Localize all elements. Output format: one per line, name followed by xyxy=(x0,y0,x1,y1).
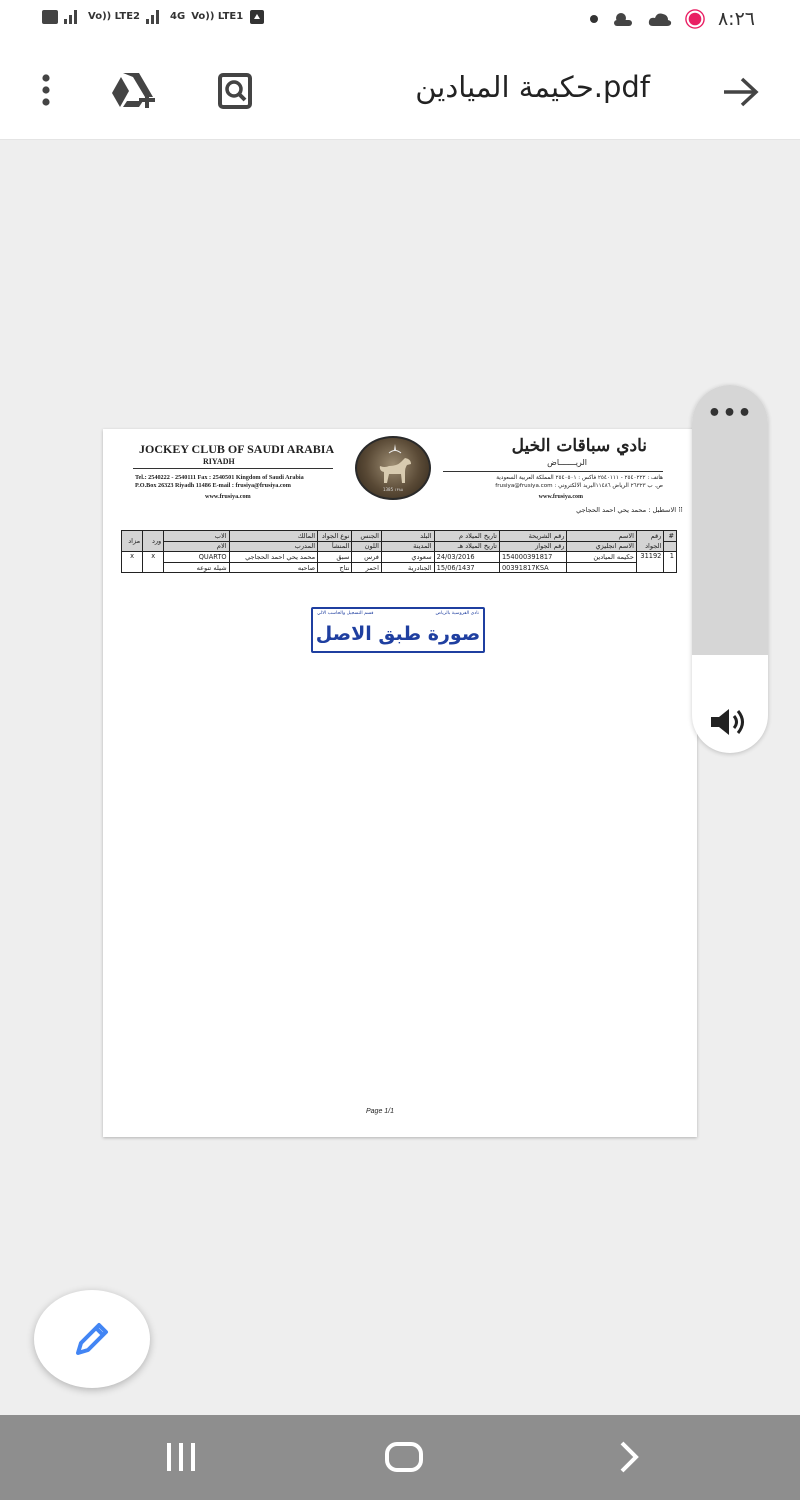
divider xyxy=(443,471,663,472)
table-cell: 1 xyxy=(664,552,677,573)
table-header: تاريخ الميلاد هـ xyxy=(434,541,499,552)
table-header-text: رقم الجواد xyxy=(645,532,662,550)
recording-icon xyxy=(689,13,702,26)
club-city-arabic: الريـــــــاض xyxy=(547,458,587,467)
stamp-text: صورة طبق الاصل xyxy=(315,623,481,645)
table-cell: حكيمه الميادين xyxy=(567,552,637,563)
table-cell: محمد يحي احمد الحجاجي xyxy=(229,552,318,563)
contact-arabic-line-1: هاتف : ٢٥٤٠٢٢٢ - ٢٥٤٠١١١ فاكس : ٢٥٤٠٥٠١ المملكة العربية السعودية xyxy=(496,475,663,481)
table-header: البلد xyxy=(381,531,434,542)
table-header: الام xyxy=(164,541,229,552)
table-cell: سعودي xyxy=(381,552,434,563)
stamp-header-right: نادي الفروسية بالرياض xyxy=(435,611,479,616)
search-document-icon[interactable] xyxy=(214,70,256,112)
signal-icon xyxy=(146,10,164,24)
network-label-2: 4G xyxy=(170,11,186,22)
weather-icon xyxy=(612,11,634,27)
table-header: المدرب xyxy=(229,541,318,552)
table-cell: احمر xyxy=(352,563,382,573)
pdf-page[interactable] xyxy=(103,429,697,1137)
table-header: نوع الجواد xyxy=(318,531,352,542)
more-horiz-icon[interactable]: ••• xyxy=(707,401,753,426)
toolbar xyxy=(0,40,800,140)
table-cell: صاحبه xyxy=(229,563,318,573)
table-header: تاريخ الميلاد م xyxy=(434,531,499,542)
club-name-english: JOCKEY CLUB OF SAUDI ARABIA xyxy=(139,442,335,456)
table-cell: 00391817KSA xyxy=(499,563,566,573)
club-city-english: RIYADH xyxy=(203,457,235,466)
table-header xyxy=(664,541,677,552)
home-icon[interactable] xyxy=(382,1437,426,1477)
table-header: المنشأ xyxy=(318,541,352,552)
table-cell: فرس xyxy=(352,552,382,563)
table-header: # xyxy=(664,531,677,542)
table-header xyxy=(636,531,663,552)
signal-icon xyxy=(64,10,82,24)
letterhead xyxy=(133,434,663,504)
status-bar xyxy=(0,0,800,40)
table-header: ورد xyxy=(143,531,164,552)
contact-english-line-2: P.O.Box 26323 Riyadh 11486 E-mail : frusiya@frusiya.com xyxy=(135,482,291,489)
table-cell: 15/06/1437 xyxy=(434,563,499,573)
club-name-arabic: نادي سباقات الخيل xyxy=(511,436,647,456)
table-header: الاسم xyxy=(567,531,637,542)
navigation-bar xyxy=(0,1415,800,1500)
table-cell: نتاج xyxy=(318,563,352,573)
table-header: اللون xyxy=(352,541,382,552)
table-header: المالك xyxy=(229,531,318,542)
website-arabic: www.frusiya.com xyxy=(538,494,583,500)
emblem-icon xyxy=(388,444,402,454)
network-label-3: Vo)) LTE1 xyxy=(191,11,244,22)
contact-arabic xyxy=(443,474,663,490)
horse-table xyxy=(121,530,677,573)
table-cell: x xyxy=(122,552,143,573)
table-cell: x xyxy=(143,552,164,573)
page-number: Page 1/1 xyxy=(366,1108,395,1115)
cloud-icon xyxy=(648,11,672,27)
status-left xyxy=(42,9,265,25)
stamp-header xyxy=(317,611,479,616)
table-header-row xyxy=(122,541,677,552)
table-cell: الجنادرية xyxy=(381,563,434,573)
status-right xyxy=(590,8,755,30)
back-arrow-icon[interactable] xyxy=(718,74,764,110)
more-vert-icon[interactable] xyxy=(30,70,62,110)
add-to-drive-icon[interactable] xyxy=(108,70,160,110)
club-logo xyxy=(355,436,431,500)
table-cell: شيله تنوعه xyxy=(164,563,229,573)
table-cell xyxy=(567,563,637,573)
stable-owner: ⠿ الاسطبل : محمد يحي احمد الحجاجي xyxy=(576,506,683,514)
back-icon[interactable] xyxy=(612,1437,646,1477)
table-header: رقم الجواز xyxy=(499,541,566,552)
table-header: مزاد xyxy=(122,531,143,552)
horse-icon xyxy=(375,456,415,484)
table-header: المدينة xyxy=(381,541,434,552)
stamp-header-left: قسم التسجيل والحاسب الالي xyxy=(317,611,374,616)
document-title: حكيمة الميادين.pdf xyxy=(415,70,650,104)
logo-year: 1385 ١٣٨٥ xyxy=(382,487,404,492)
table-cell: 154000391817 xyxy=(499,552,566,563)
table-header: الاسم انجليزي xyxy=(567,541,637,552)
website-english: www.frusiya.com xyxy=(205,493,251,500)
table-header: رقم الشريحة xyxy=(499,531,566,542)
contact-arabic-line-2: ص. ب ٢٦٣٢٣ الرياض ١١٤٨٦البريد الالكتروني : frusiya@frusiya.com xyxy=(495,483,663,489)
certified-copy-stamp xyxy=(311,607,485,653)
table-cell: 24/03/2016 xyxy=(434,552,499,563)
volume-panel[interactable] xyxy=(692,385,768,753)
table-cell: QUARTO xyxy=(164,552,229,563)
contact-english-line-1: Tel.: 2540222 - 2540111 Fax : 2540501 Kingdom of Saudi Arabia xyxy=(135,474,304,481)
divider xyxy=(133,468,333,469)
table-cell: سبق xyxy=(318,552,352,563)
table-header: الاب xyxy=(164,531,229,542)
notification-dot-icon xyxy=(590,15,598,23)
clock: ٨:٢٦ xyxy=(717,8,755,30)
table-header-row xyxy=(122,531,677,542)
network-label-1: Vo)) LTE2 xyxy=(88,11,141,22)
table-header: الجنس xyxy=(352,531,382,542)
recent-apps-icon[interactable] xyxy=(160,1437,202,1477)
table-row xyxy=(122,552,677,563)
contact-english xyxy=(135,474,304,490)
volume-icon[interactable] xyxy=(709,707,751,737)
table-row xyxy=(122,563,677,573)
edit-pencil-icon xyxy=(72,1319,112,1359)
battery-icon xyxy=(42,10,58,24)
recycle-icon xyxy=(249,9,265,25)
table-cell: 31192 xyxy=(636,552,663,573)
edit-fab-button[interactable] xyxy=(34,1290,150,1388)
